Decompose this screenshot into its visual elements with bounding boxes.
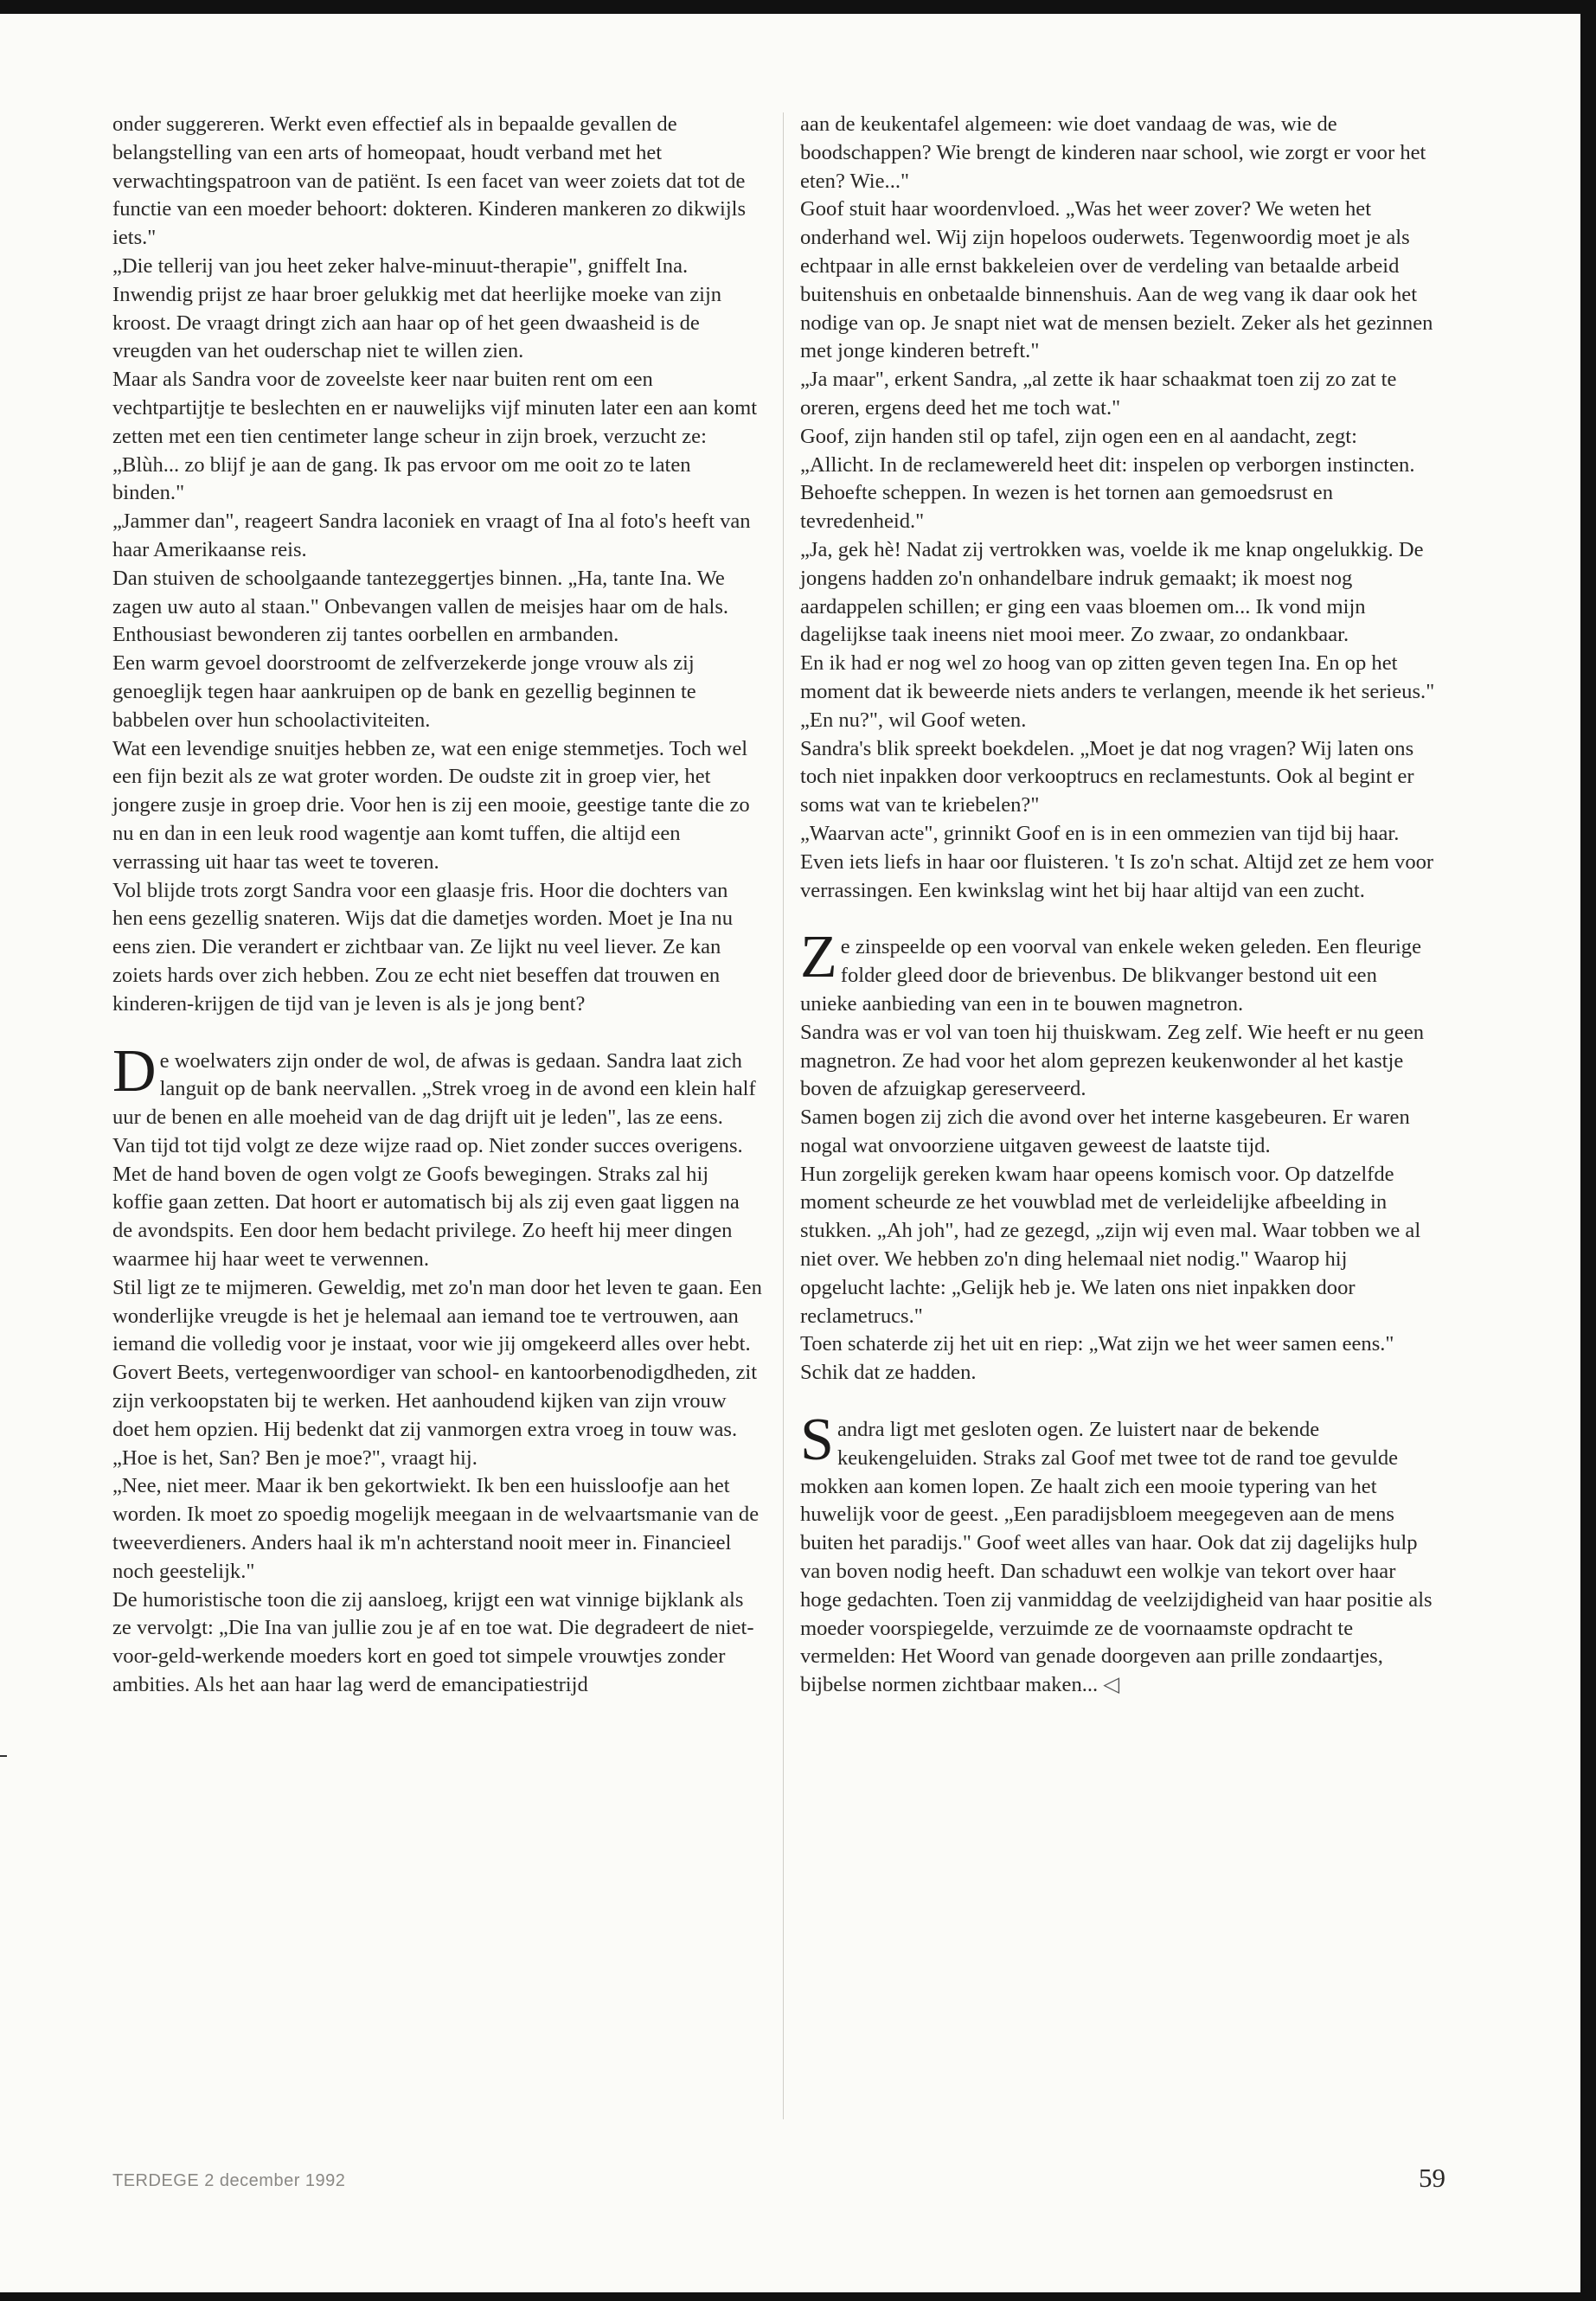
- paragraph: Goof stuit haar woordenvloed. „Was het weer zover? We weten het onderhand wel. Wij zijn hopeloos ouderwets. Tegenwoordig moet je als echtpaar in alle ernst bakkeleien over de verdeling van betaalde arbeid buitenshuis en onbetaalde binnenshuis. Aan de weg vang ik daar ook het nodige van op. Je snapt niet wat de mensen bezielt. Zeker als het gezinnen met jonge kinderen betreft.": [800, 197, 1433, 363]
- end-of-article-icon: ◁: [1103, 1673, 1120, 1697]
- column-divider: [783, 112, 784, 2119]
- paragraph: [112, 1037, 763, 1132]
- paragraph: „Jammer dan", reageert Sandra laconiek en vraagt of Ina al foto's heeft van haar Amerikaanse reis.: [112, 510, 751, 561]
- paragraph: Stil ligt ze te mijmeren. Geweldig, met zo'n man door het leven te gaan. Een wonderlijke vreugde is het je helemaal aan iemand toe te vertrouwen, aan iemand die volledig voor je instaat, voor wie jij omgekeerd alles over hebt.: [112, 1275, 762, 1356]
- scan-border-bottom: [0, 2292, 1596, 2301]
- section-ze-zinspeelde: [800, 924, 1436, 1388]
- scan-border-right: [1580, 0, 1596, 2301]
- paragraph: Wat een levendige snuitjes hebben ze, wat een enige stemmetjes. Toch wel een fijn bezit als ze wat groter worden. De oudste zit in groep vier, het jongere zusje in groep drie. Voor hen is zij een mooie, geestige tante die zo nu en dan in een leuk rood wagentje aan komt tuffen, die altijd een verrassing uit haar tas weet te toveren.: [112, 736, 750, 874]
- paragraph: aan de keukentafel algemeen: wie doet vandaag de was, wie de boodschappen? Wie brengt de kinderen naar school, wie zorgt er voor het eten? Wie...": [800, 112, 1426, 193]
- paragraph: „Hoe is het, San? Ben je moe?", vraagt hij.: [112, 1445, 478, 1470]
- paragraph: Sandra's blik spreekt boekdelen. „Moet je dat nog vragen? Wij laten ons toch niet inpakken door verkooptrucs en reclamestunts. Ook al begint er soms wat van te kriebelen?": [800, 736, 1414, 817]
- section-sandra-ligt: [800, 1407, 1436, 1700]
- paragraph: [800, 1407, 1436, 1700]
- paragraph: Samen bogen zij zich die avond over het interne kasgebeuren. Er waren nogal wat onvoorziene uitgaven geweest de laatste tijd.: [800, 1106, 1410, 1157]
- paragraph: Dan stuiven de schoolgaande tantezeggertjes binnen. „Ha, tante Ina. We zagen uw auto al staan." Onbevangen vallen de meisjes haar om de hals. Enthousiast bewonderen zij tantes oorbellen en armbanden.: [112, 566, 729, 647]
- paragraph: „Die tellerij van jou heet zeker halve-minuut-therapie", gniffelt Ina.: [112, 253, 689, 278]
- paragraph: Goof, zijn handen stil op tafel, zijn ogen een en al aandacht, zegt: „Allicht. In de reclamewereld heet dit: inspelen op verborgen instincten. Behoefte scheppen. In wezen is het tornen aan gemoedsrust en tevredenheid.": [800, 424, 1415, 534]
- paragraph-text: e woelwaters zijn onder de wol, de afwas is gedaan. Sandra laat zich languit op de bank neervallen. „Strek vroeg in de avond een klein half uur de benen en alle moeheid van de dag drijft uit je leden", las ze eens.: [112, 1048, 756, 1130]
- paragraph: Govert Beets, vertegenwoordiger van school- en kantoorbenodigdheden, zit zijn verkoopstaten bij te werken. Het aanhoudend kijken van zijn vrouw doet hem opzien. Hij bedenkt dat zij vanmorgen extra vroeg in touw was.: [112, 1361, 758, 1441]
- right-column: [800, 111, 1436, 1700]
- paragraph: Vol blijde trots zorgt Sandra voor een glaasje fris. Hoor die dochters van hen eens gezellig snateren. Wijs dat die dametjes worden. Moet je Ina nu eens zien. Die verandert er zichtbaar van. Ze lijkt nu veel liever. Ze kan zoiets hards over zich hebben. Zou ze echt niet beseffen dat trouwen en kinderen-krijgen de tijd van je leven is als je jong bent?: [112, 878, 734, 1016]
- margin-mark: [0, 1755, 7, 1757]
- paragraph: Inwendig prijst ze haar broer gelukkig met dat heerlijke moeke van zijn kroost. De vraagt dringt zich aan haar op of het geen dwaasheid is de vreugden van het ouderschap niet te willen zien.: [112, 282, 722, 363]
- left-column: [112, 111, 763, 1700]
- paragraph-text: e zinspeelde op een voorval van enkele weken geleden. Een fleurige folder gleed door de brievenbus. De blikvanger bestond uit een unieke aanbieding van een in te bouwen magnetron.: [800, 935, 1422, 1016]
- drop-cap: S: [800, 1407, 834, 1474]
- publication-footer: TERDEGE 2 december 1992: [112, 2171, 346, 2190]
- paragraph: „Ja maar", erkent Sandra, „al zette ik haar schaakmat toen zij zo zat te oreren, ergens deed het me toch wat.": [800, 368, 1397, 420]
- scan-border-top: [0, 0, 1596, 14]
- paragraph: [800, 924, 1436, 1018]
- paragraph: De humoristische toon die zij aansloeg, krijgt een wat vinnige bijklank als ze vervolgt: „Die Ina van jullie zou je af en toe wat. Die degradeert de niet-voor-geld-werkende moeders kort en goed tot simpele vrouwtjes zonder ambities. Als het aan haar lag werd de emancipatiestrijd: [112, 1587, 754, 1697]
- paragraph: Hun zorgelijk gereken kwam haar opeens komisch voor. Op datzelfde moment scheurde ze het vouwblad met de verleidelijke afbeelding in stukken. „Ah joh", had ze gezegd, „zijn wij even mal. Waar tobben we al niet over. We hebben zo'n ding helemaal niet nodig." Waarop hij opgelucht lachte: „Gelijk heb je. We laten ons niet inpakken door reclametrucs.": [800, 1162, 1421, 1328]
- paragraph: Van tijd tot tijd volgt ze deze wijze raad op. Niet zonder succes overigens. Met de hand boven de ogen volgt ze Goofs bewegingen. Straks zal hij koffie gaan zetten. Dat hoort er automatisch bij als zij even gaat liggen na de avondspits. Een door hem bedacht privilege. Zo heeft hij meer dingen waarmee hij haar weet te verwennen.: [112, 1133, 743, 1272]
- paragraph: „Waarvan acte", grinnikt Goof en is in een ommezien van tijd bij haar. Even iets liefs in haar oor fluisteren. 't Is zo'n schat. Altijd zet ze hem voor verrassingen. Een kwinkslag wint het bij haar altijd van een zucht.: [800, 821, 1434, 902]
- paragraph: Maar als Sandra voor de zoveelste keer naar buiten rent om een vechtpartijtje te beslechten en er nauwelijks vijf minuten later een aan komt zetten met een tien centimeter lange scheur in zijn broek, verzucht ze: „Blùh... zo blijf je aan de gang. Ik pas ervoor om me ooit zo te laten binden.": [112, 368, 758, 505]
- paragraph: En ik had er nog wel zo hoog van op zitten geven tegen Ina. En op het moment dat ik beweerde niets anders te verlangen, meende ik het serieus.": [800, 651, 1435, 703]
- page-number: 59: [1419, 2163, 1445, 2193]
- drop-cap: D: [112, 1037, 157, 1105]
- paragraph: Een warm gevoel doorstroomt de zelfverzekerde jonge vrouw als zij genoeglijk tegen haar aankruipen op de bank en gezellig beginnen te babbelen over hun schoolactiviteiten.: [112, 651, 696, 732]
- paragraph: „En nu?", wil Goof weten.: [800, 708, 1027, 732]
- section-de-woelwaters: [112, 1037, 763, 1700]
- paragraph-text: andra ligt met gesloten ogen. Ze luistert naar de bekende keukengeluiden. Straks zal Goof met twee tot de rand toe gevulde mokken aan komen lopen. Ze haalt zich een mooie typering van het huwelijk voor de geest. „Een paradijsbloem meegegeven aan de mens buiten het paradijs." Goof weet alles van haar. Ook dat zij dagelijks hulp van boven nodig heeft. Dan schaduwt een wolkje van tekort over haar hoge gedachten. Toen zij vanmiddag de veelzijdigheid van haar positie als moeder voorspiegelde, verzuimde ze de voornaamste opdracht te vermelden: Het Woord van genade doorgeven aan prille zondaartjes, bijbelse normen zichtbaar maken...: [800, 1418, 1433, 1697]
- drop-cap: Z: [800, 924, 837, 991]
- paragraph: „Nee, niet meer. Maar ik ben gekortwiekt. Ik ben een huissloofje aan het worden. Ik moet zo spoedig mogelijk meegaan in de welvaartsmanie van de tweeverdieners. Anders haal ik m'n achterstand nooit meer in. Financieel noch geestelijk.": [112, 1474, 760, 1583]
- paragraph: Sandra was er vol van toen hij thuiskwam. Zeg zelf. Wie heeft er nu geen magnetron. Ze had voor het alom geprezen keukenwonder al het kastje boven de afzuigkap gereserveerd.: [800, 1020, 1425, 1101]
- paragraph: Toen schaterde zij het uit en riep: „Wat zijn we het weer samen eens." Schik dat ze hadden.: [800, 1332, 1394, 1385]
- paragraph: „Ja, gek hè! Nadat zij vertrokken was, voelde ik me knap ongelukkig. De jongens hadden zo'n onhandelbare indruk gemaakt; ik moest nog aardappelen schillen; er ging een vaas bloemen om... Ik vond mijn dagelijkse taak ineens niet mooi meer. Zo zwaar, zo ondankbaar.: [800, 537, 1424, 647]
- paragraph: onder suggereren. Werkt even effectief als in bepaalde gevallen de belangstelling van een arts of homeopaat, houdt verband met het verwachtingspatroon van de patiënt. Is een facet van weer zoiets dat tot de functie van een moeder behoort: dokteren. Kinderen mankeren zo dikwijls iets.": [112, 112, 747, 250]
